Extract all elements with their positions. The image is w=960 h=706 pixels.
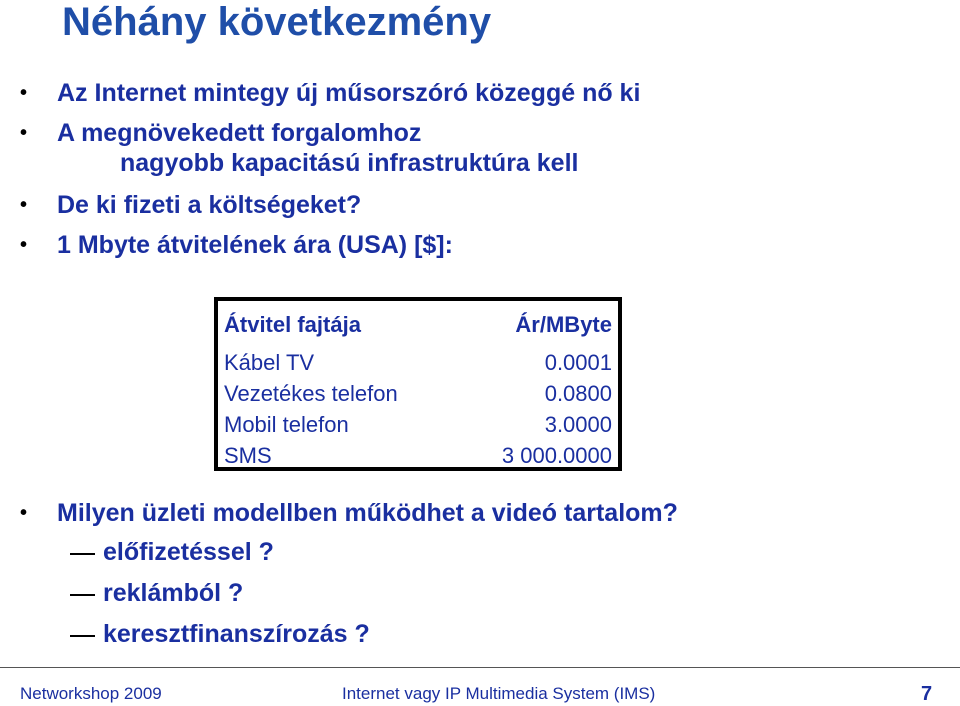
table-row <box>224 347 612 378</box>
bullet-item-2-continued: nagyobb kapacitású infrastruktúra kell <box>120 149 579 177</box>
table-cell-price: 0.0800 <box>544 381 612 406</box>
page-number: 7 <box>921 683 933 705</box>
bullet-text: A megnövekedett forgalomhoz <box>57 119 422 147</box>
table-cell-price: 3.0000 <box>544 412 612 437</box>
sub-item-text: reklámból ? <box>103 579 244 607</box>
bullet-dot-icon: • <box>20 234 28 256</box>
table-cell-type: SMS <box>224 443 272 468</box>
bullet-text: 1 Mbyte átvitelének ára (USA) [$]: <box>57 231 453 259</box>
footer-divider <box>0 667 960 668</box>
bullet-text: De ki fizeti a költségeket? <box>57 191 362 219</box>
bullet-dot-icon: • <box>20 502 28 524</box>
bullet-dot-icon: • <box>20 82 28 104</box>
dash-icon <box>70 553 95 555</box>
footer-topic: Internet vagy IP Multimedia System (IMS) <box>342 684 656 703</box>
table-row <box>224 378 612 409</box>
page-title: Néhány következmény <box>62 0 492 44</box>
bullet-text: Milyen üzleti modellben működhet a videó tartalom? <box>57 499 678 527</box>
table-cell-type: Vezetékes telefon <box>224 381 398 406</box>
table-cell-price: 0.0001 <box>544 350 612 375</box>
table-row <box>224 440 612 471</box>
bullet-text: Az Internet mintegy új műsorszóró közeggé nő ki <box>57 79 641 107</box>
table-row <box>224 409 612 440</box>
table-cell-price: 3 000.0000 <box>501 443 612 468</box>
table-header-type: Átvitel fajtája <box>224 312 361 337</box>
dash-icon <box>70 594 95 596</box>
table-cell-type: Mobil telefon <box>224 412 349 437</box>
price-table <box>214 297 622 471</box>
footer-event: Networkshop 2009 <box>20 684 162 703</box>
sub-item-text: előfizetéssel ? <box>103 538 274 566</box>
sub-item-text: keresztfinanszírozás ? <box>103 620 370 648</box>
table-header-price: Ár/MByte <box>515 312 612 337</box>
table-header-row <box>224 309 612 340</box>
bullet-dot-icon: • <box>20 194 28 216</box>
bullet-dot-icon: • <box>20 122 28 144</box>
dash-icon <box>70 635 95 637</box>
table-cell-type: Kábel TV <box>224 350 315 375</box>
